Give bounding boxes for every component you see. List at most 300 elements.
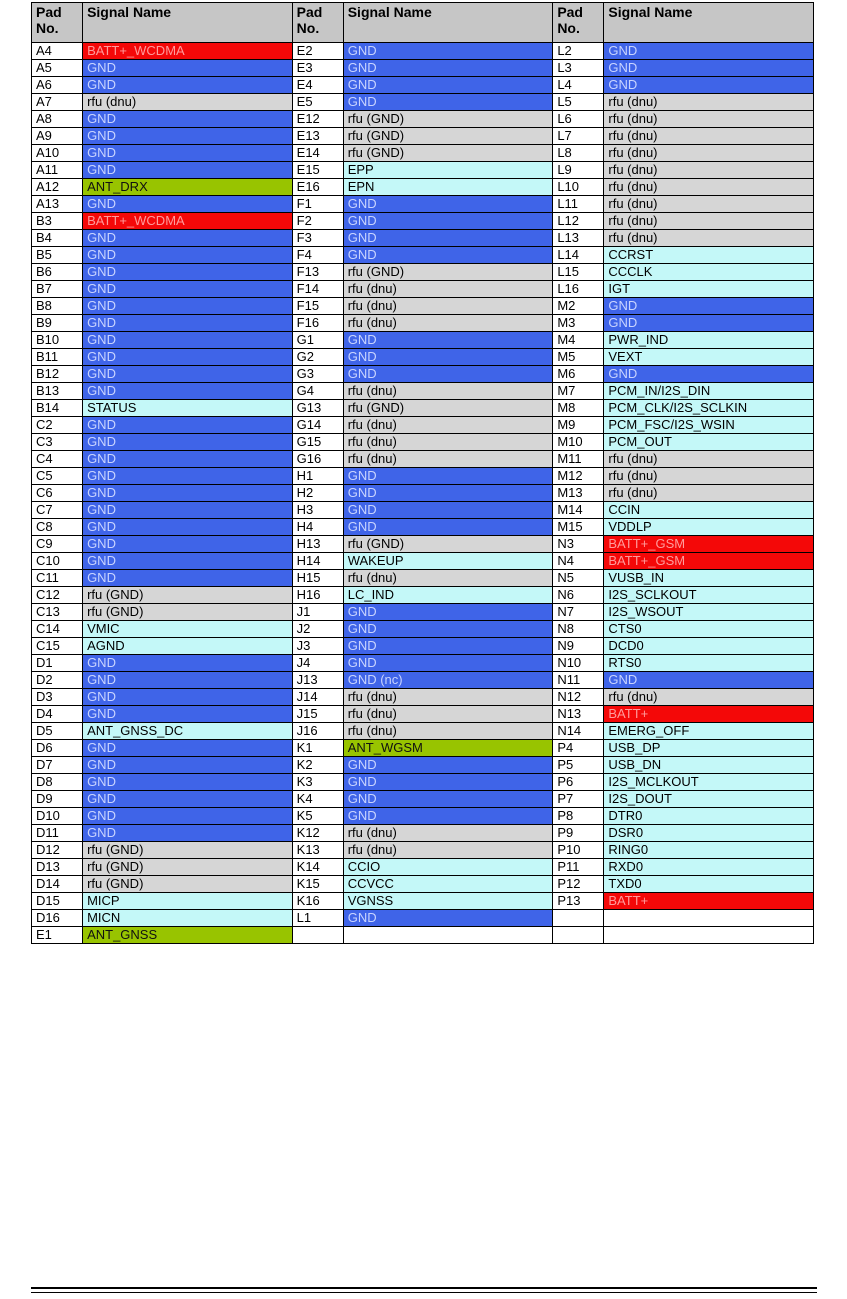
signal-name-cell: GND xyxy=(604,77,814,94)
signal-name-cell: PCM_FSC/I2S_WSIN xyxy=(604,417,814,434)
pad-number-header: Pad No. xyxy=(553,3,604,43)
signal-name-cell: DSR0 xyxy=(604,825,814,842)
table-row xyxy=(32,145,814,162)
table-row xyxy=(32,791,814,808)
signal-name-cell: GND xyxy=(83,689,293,706)
pad-number-cell: G15 xyxy=(292,434,343,451)
table-row xyxy=(32,893,814,910)
signal-name-cell: GND xyxy=(83,60,293,77)
table-row xyxy=(32,927,814,944)
signal-name-cell: GND xyxy=(83,706,293,723)
table-row xyxy=(32,281,814,298)
pad-number-cell: B10 xyxy=(32,332,83,349)
signal-name-cell: RTS0 xyxy=(604,655,814,672)
pad-number-cell: D14 xyxy=(32,876,83,893)
signal-name-cell: GND xyxy=(83,315,293,332)
table-row xyxy=(32,43,814,60)
signal-name-cell: rfu (dnu) xyxy=(604,230,814,247)
signal-name-cell: rfu (dnu) xyxy=(343,298,553,315)
pad-number-cell: P6 xyxy=(553,774,604,791)
pad-number-cell: G14 xyxy=(292,417,343,434)
table-row xyxy=(32,655,814,672)
pad-number-cell: J14 xyxy=(292,689,343,706)
pad-number-cell: D6 xyxy=(32,740,83,757)
pad-number-cell: L14 xyxy=(553,247,604,264)
signal-name-cell: rfu (GND) xyxy=(83,587,293,604)
signal-name-cell: CCCLK xyxy=(604,264,814,281)
pad-number-cell: C10 xyxy=(32,553,83,570)
pad-number-cell: D9 xyxy=(32,791,83,808)
page-footer-rule xyxy=(31,1287,817,1293)
signal-name-cell: ANT_WGSM xyxy=(343,740,553,757)
signal-name-cell: rfu (dnu) xyxy=(604,179,814,196)
table-row xyxy=(32,179,814,196)
signal-name-cell: PWR_IND xyxy=(604,332,814,349)
signal-name-cell: TXD0 xyxy=(604,876,814,893)
pad-number-cell: J4 xyxy=(292,655,343,672)
pad-number-cell: M7 xyxy=(553,383,604,400)
pad-number-cell: M14 xyxy=(553,502,604,519)
pad-number-cell: H1 xyxy=(292,468,343,485)
signal-name-cell: rfu (dnu) xyxy=(343,451,553,468)
pad-number-cell: C13 xyxy=(32,604,83,621)
pad-number-cell: G2 xyxy=(292,349,343,366)
signal-name-cell: GND xyxy=(83,230,293,247)
pad-number-cell: N12 xyxy=(553,689,604,706)
signal-name-cell: ANT_GNSS_DC xyxy=(83,723,293,740)
pad-number-cell: A6 xyxy=(32,77,83,94)
signal-name-cell: BATT+_GSM xyxy=(604,536,814,553)
pad-number-cell: F1 xyxy=(292,196,343,213)
signal-name-cell: MICN xyxy=(83,910,293,927)
signal-name-cell: GND xyxy=(343,230,553,247)
pad-number-cell: M2 xyxy=(553,298,604,315)
signal-name-cell: GND xyxy=(83,247,293,264)
pad-number-cell: N5 xyxy=(553,570,604,587)
signal-name-cell: GND xyxy=(343,485,553,502)
table-row xyxy=(32,349,814,366)
signal-name-cell: DTR0 xyxy=(604,808,814,825)
pad-number-cell: K14 xyxy=(292,859,343,876)
signal-name-cell: GND xyxy=(343,43,553,60)
signal-name-cell: GND xyxy=(604,43,814,60)
signal-name-cell: AGND xyxy=(83,638,293,655)
signal-name-cell: RING0 xyxy=(604,842,814,859)
table-row xyxy=(32,213,814,230)
pad-number-cell: P9 xyxy=(553,825,604,842)
table-row xyxy=(32,230,814,247)
signal-name-cell: RXD0 xyxy=(604,859,814,876)
table-row xyxy=(32,910,814,927)
signal-name-cell: GND xyxy=(83,196,293,213)
signal-name-cell: GND xyxy=(83,468,293,485)
pad-number-cell: L6 xyxy=(553,111,604,128)
signal-name-cell: CCRST xyxy=(604,247,814,264)
table-row xyxy=(32,757,814,774)
pad-number-cell: B12 xyxy=(32,366,83,383)
pad-number-cell: H15 xyxy=(292,570,343,587)
signal-name-cell: rfu (dnu) xyxy=(343,281,553,298)
pad-number-cell: P4 xyxy=(553,740,604,757)
signal-name-cell: GND xyxy=(83,111,293,128)
signal-name-cell: VMIC xyxy=(83,621,293,638)
pad-number-cell: F15 xyxy=(292,298,343,315)
signal-name-cell: GND xyxy=(83,791,293,808)
pad-number-cell: L2 xyxy=(553,43,604,60)
signal-name-cell: GND xyxy=(83,417,293,434)
signal-name-cell: GND xyxy=(343,604,553,621)
table-row xyxy=(32,519,814,536)
pad-number-cell: M12 xyxy=(553,468,604,485)
pad-number-cell: F3 xyxy=(292,230,343,247)
pad-number-cell: E14 xyxy=(292,145,343,162)
signal-name-cell: GND xyxy=(343,757,553,774)
pad-number-cell: D5 xyxy=(32,723,83,740)
pad-number-cell: N11 xyxy=(553,672,604,689)
pad-number-cell: C2 xyxy=(32,417,83,434)
signal-name-cell: STATUS xyxy=(83,400,293,417)
signal-name-cell: GND xyxy=(83,519,293,536)
pad-number-cell: A10 xyxy=(32,145,83,162)
signal-name-cell: rfu (dnu) xyxy=(604,111,814,128)
pad-number-cell: K13 xyxy=(292,842,343,859)
signal-name-cell: GND xyxy=(83,145,293,162)
table-row xyxy=(32,859,814,876)
pad-number-cell: P7 xyxy=(553,791,604,808)
pad-number-cell: D16 xyxy=(32,910,83,927)
signal-name-cell: GND xyxy=(83,757,293,774)
signal-name-cell: GND xyxy=(83,570,293,587)
pad-number-cell: H4 xyxy=(292,519,343,536)
signal-name-cell: rfu (dnu) xyxy=(604,128,814,145)
signal-name-cell: GND xyxy=(83,434,293,451)
table-row xyxy=(32,298,814,315)
signal-name-cell: GND xyxy=(343,621,553,638)
pad-number-cell: D11 xyxy=(32,825,83,842)
signal-name-cell: rfu (dnu) xyxy=(604,145,814,162)
pad-number-cell: E3 xyxy=(292,60,343,77)
signal-name-cell: CCIO xyxy=(343,859,553,876)
pad-number-cell: H14 xyxy=(292,553,343,570)
pad-number-cell: N14 xyxy=(553,723,604,740)
pad-number-cell: C4 xyxy=(32,451,83,468)
table-row xyxy=(32,264,814,281)
signal-name-cell: GND xyxy=(343,638,553,655)
table-row xyxy=(32,468,814,485)
pad-number-cell: L16 xyxy=(553,281,604,298)
signal-name-cell: GND xyxy=(343,60,553,77)
signal-name-cell: GND xyxy=(604,366,814,383)
pad-number-cell: D3 xyxy=(32,689,83,706)
pad-number-cell: B6 xyxy=(32,264,83,281)
signal-name-cell: GND xyxy=(343,468,553,485)
signal-name-cell: GND xyxy=(343,655,553,672)
pad-number-cell: J1 xyxy=(292,604,343,621)
signal-name-cell: MICP xyxy=(83,893,293,910)
pad-number-cell: L10 xyxy=(553,179,604,196)
signal-name-cell: GND xyxy=(83,825,293,842)
pad-number-cell: E1 xyxy=(32,927,83,944)
table-row xyxy=(32,553,814,570)
signal-name-cell: rfu (dnu) xyxy=(604,485,814,502)
signal-name-cell: GND xyxy=(83,383,293,400)
pad-number-cell: C5 xyxy=(32,468,83,485)
signal-name-cell: ANT_DRX xyxy=(83,179,293,196)
signal-name-cell: BATT+_WCDMA xyxy=(83,213,293,230)
pad-number-cell: B14 xyxy=(32,400,83,417)
pad-number-cell: L11 xyxy=(553,196,604,213)
pad-number-cell: N6 xyxy=(553,587,604,604)
pad-number-cell: L9 xyxy=(553,162,604,179)
signal-name-cell: GND xyxy=(343,332,553,349)
pad-number-cell: B13 xyxy=(32,383,83,400)
table-row xyxy=(32,825,814,842)
signal-name-cell: GND xyxy=(343,502,553,519)
pad-number-cell: L1 xyxy=(292,910,343,927)
signal-name-cell: GND xyxy=(343,349,553,366)
signal-name-cell: LC_IND xyxy=(343,587,553,604)
pad-number-cell: B5 xyxy=(32,247,83,264)
pad-number-cell: A5 xyxy=(32,60,83,77)
signal-name-cell: rfu (dnu) xyxy=(343,570,553,587)
table-row xyxy=(32,638,814,655)
pad-number-cell: K15 xyxy=(292,876,343,893)
pad-number-cell: A9 xyxy=(32,128,83,145)
table-row xyxy=(32,94,814,111)
signal-name-cell: PCM_CLK/I2S_SCLKIN xyxy=(604,400,814,417)
table-row xyxy=(32,706,814,723)
signal-name-cell: GND xyxy=(343,808,553,825)
signal-name-cell: rfu (GND) xyxy=(343,128,553,145)
signal-name-cell: rfu (GND) xyxy=(343,111,553,128)
table-row xyxy=(32,502,814,519)
pad-number-cell: K12 xyxy=(292,825,343,842)
signal-name-cell: ANT_GNSS xyxy=(83,927,293,944)
table-row xyxy=(32,332,814,349)
table-row xyxy=(32,587,814,604)
signal-name-cell: rfu (dnu) xyxy=(343,315,553,332)
signal-name-cell: BATT+ xyxy=(604,893,814,910)
pad-number-cell: M11 xyxy=(553,451,604,468)
pad-number-cell: F16 xyxy=(292,315,343,332)
pad-number-cell: D12 xyxy=(32,842,83,859)
signal-name-cell: GND xyxy=(604,298,814,315)
table-row xyxy=(32,451,814,468)
pad-number-cell: M5 xyxy=(553,349,604,366)
pad-number-cell: D8 xyxy=(32,774,83,791)
signal-name-cell: rfu (GND) xyxy=(83,876,293,893)
pad-number-cell: J15 xyxy=(292,706,343,723)
signal-name-cell: rfu (dnu) xyxy=(343,723,553,740)
signal-name-cell: PCM_OUT xyxy=(604,434,814,451)
signal-name-cell: GND xyxy=(83,672,293,689)
table-row xyxy=(32,876,814,893)
pad-number-cell xyxy=(292,927,343,944)
table-row xyxy=(32,162,814,179)
pad-number-cell: D7 xyxy=(32,757,83,774)
signal-name-cell: IGT xyxy=(604,281,814,298)
pad-number-cell: L12 xyxy=(553,213,604,230)
signal-name-cell: EPN xyxy=(343,179,553,196)
table-header-row xyxy=(32,3,814,43)
pad-number-cell: P13 xyxy=(553,893,604,910)
signal-name-cell: rfu (dnu) xyxy=(83,94,293,111)
pad-number-cell: C8 xyxy=(32,519,83,536)
table-row xyxy=(32,60,814,77)
pad-number-header: Pad No. xyxy=(32,3,83,43)
signal-name-cell: GND xyxy=(343,77,553,94)
signal-name-cell: rfu (GND) xyxy=(343,145,553,162)
pad-number-cell: H13 xyxy=(292,536,343,553)
pad-number-cell: C9 xyxy=(32,536,83,553)
pad-number-cell: C3 xyxy=(32,434,83,451)
pad-number-cell: C7 xyxy=(32,502,83,519)
pad-number-cell: A12 xyxy=(32,179,83,196)
table-row xyxy=(32,434,814,451)
table-row xyxy=(32,196,814,213)
pad-number-cell: C12 xyxy=(32,587,83,604)
table-row xyxy=(32,77,814,94)
table-row xyxy=(32,808,814,825)
signal-name-cell: rfu (dnu) xyxy=(604,689,814,706)
signal-name-cell: VUSB_IN xyxy=(604,570,814,587)
signal-name-cell: CCVCC xyxy=(343,876,553,893)
table-row xyxy=(32,417,814,434)
pad-number-cell: N8 xyxy=(553,621,604,638)
table-row xyxy=(32,774,814,791)
signal-name-cell: rfu (dnu) xyxy=(343,434,553,451)
signal-name-cell: GND xyxy=(343,774,553,791)
signal-name-cell: GND xyxy=(343,247,553,264)
signal-name-cell: I2S_SCLKOUT xyxy=(604,587,814,604)
signal-name-cell: GND xyxy=(83,77,293,94)
table-row xyxy=(32,723,814,740)
pad-number-cell: F4 xyxy=(292,247,343,264)
pad-number-cell: C6 xyxy=(32,485,83,502)
pad-number-cell: D1 xyxy=(32,655,83,672)
pad-number-header: Pad No. xyxy=(292,3,343,43)
pad-number-cell: E4 xyxy=(292,77,343,94)
signal-name-cell: rfu (dnu) xyxy=(604,196,814,213)
signal-name-header: Signal Name xyxy=(83,3,293,43)
pad-number-cell: G13 xyxy=(292,400,343,417)
pad-number-cell: B7 xyxy=(32,281,83,298)
signal-name-header: Signal Name xyxy=(604,3,814,43)
signal-name-cell: rfu (dnu) xyxy=(604,162,814,179)
table-row xyxy=(32,128,814,145)
pad-number-cell: B8 xyxy=(32,298,83,315)
signal-name-cell: GND xyxy=(83,298,293,315)
pad-number-cell: N10 xyxy=(553,655,604,672)
table-body xyxy=(32,43,814,944)
pad-number-cell: A4 xyxy=(32,43,83,60)
signal-name-cell: GND xyxy=(604,60,814,77)
signal-name-cell: rfu (dnu) xyxy=(604,213,814,230)
signal-name-cell: GND xyxy=(83,740,293,757)
pad-number-cell: M13 xyxy=(553,485,604,502)
signal-name-cell: rfu (GND) xyxy=(83,604,293,621)
pad-number-cell: M10 xyxy=(553,434,604,451)
pad-number-cell: B4 xyxy=(32,230,83,247)
table-row xyxy=(32,621,814,638)
pad-number-cell: P8 xyxy=(553,808,604,825)
pad-number-cell: F2 xyxy=(292,213,343,230)
pad-number-cell: H3 xyxy=(292,502,343,519)
signal-name-cell: GND xyxy=(83,536,293,553)
pad-number-cell: J2 xyxy=(292,621,343,638)
signal-name-cell xyxy=(343,927,553,944)
signal-name-cell: GND xyxy=(83,553,293,570)
signal-name-cell: GND xyxy=(343,94,553,111)
pad-number-cell xyxy=(553,910,604,927)
pad-number-cell: N4 xyxy=(553,553,604,570)
signal-name-cell: I2S_DOUT xyxy=(604,791,814,808)
signal-name-cell: GND xyxy=(83,281,293,298)
pad-number-cell: L4 xyxy=(553,77,604,94)
signal-name-cell: VGNSS xyxy=(343,893,553,910)
table-row xyxy=(32,536,814,553)
signal-name-cell: BATT+_GSM xyxy=(604,553,814,570)
pad-number-cell: E16 xyxy=(292,179,343,196)
pad-number-cell: M3 xyxy=(553,315,604,332)
pad-signal-table xyxy=(31,2,814,944)
signal-name-cell: GND xyxy=(83,774,293,791)
signal-name-cell: rfu (GND) xyxy=(343,264,553,281)
signal-name-cell: GND xyxy=(83,485,293,502)
signal-name-cell: GND xyxy=(83,451,293,468)
pad-number-cell: D15 xyxy=(32,893,83,910)
pad-number-cell: H16 xyxy=(292,587,343,604)
signal-name-cell: DCD0 xyxy=(604,638,814,655)
pad-number-cell: G16 xyxy=(292,451,343,468)
signal-name-cell: USB_DP xyxy=(604,740,814,757)
table-row xyxy=(32,383,814,400)
pad-number-cell: J3 xyxy=(292,638,343,655)
signal-name-cell: I2S_MCLKOUT xyxy=(604,774,814,791)
signal-name-cell: PCM_IN/I2S_DIN xyxy=(604,383,814,400)
signal-name-cell: GND xyxy=(604,672,814,689)
signal-name-cell: GND xyxy=(343,366,553,383)
table-row xyxy=(32,485,814,502)
signal-name-cell: EPP xyxy=(343,162,553,179)
signal-name-cell: GND xyxy=(83,349,293,366)
signal-name-cell: rfu (dnu) xyxy=(343,706,553,723)
pad-number-cell: C14 xyxy=(32,621,83,638)
table-row xyxy=(32,400,814,417)
pad-number-cell: N3 xyxy=(553,536,604,553)
pad-number-cell: D2 xyxy=(32,672,83,689)
signal-name-cell: GND xyxy=(343,519,553,536)
pad-number-cell: L13 xyxy=(553,230,604,247)
table-row xyxy=(32,315,814,332)
table-row xyxy=(32,111,814,128)
signal-name-cell: GND xyxy=(83,808,293,825)
pad-number-cell: F14 xyxy=(292,281,343,298)
signal-name-cell: rfu (dnu) xyxy=(604,94,814,111)
pad-number-cell: M8 xyxy=(553,400,604,417)
pad-number-cell: D4 xyxy=(32,706,83,723)
pad-number-cell: D13 xyxy=(32,859,83,876)
pad-number-cell: L8 xyxy=(553,145,604,162)
signal-name-cell: VEXT xyxy=(604,349,814,366)
signal-name-cell xyxy=(604,910,814,927)
signal-name-cell: rfu (dnu) xyxy=(343,842,553,859)
pad-number-cell: E13 xyxy=(292,128,343,145)
pad-number-cell: B9 xyxy=(32,315,83,332)
pad-number-cell: A7 xyxy=(32,94,83,111)
pad-number-cell: C15 xyxy=(32,638,83,655)
signal-name-cell: rfu (dnu) xyxy=(604,451,814,468)
